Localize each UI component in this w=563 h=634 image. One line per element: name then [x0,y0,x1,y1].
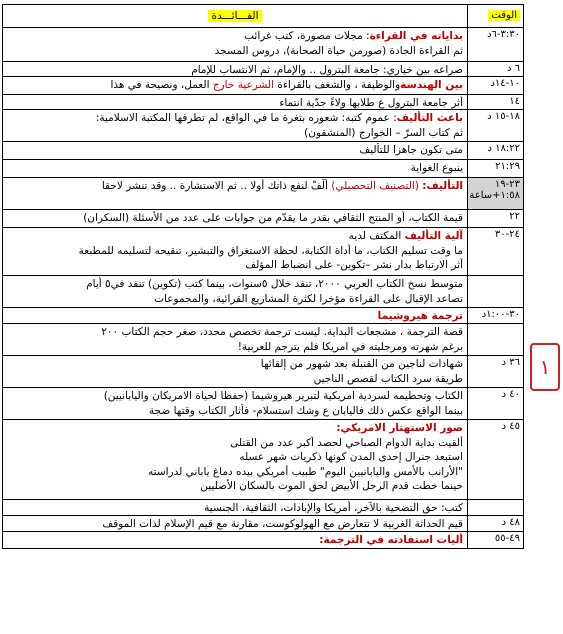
highlighted-text: بين الهندسة [400,79,463,91]
benefit-line [7,229,463,244]
header-benefit-label: الفـــائـــدة [208,10,261,22]
benefit-cell [3,110,467,141]
time-cell [467,228,523,275]
time-value: ١٨:٢٢ د [487,143,520,154]
time-value: ١٠-١٤د [490,78,520,89]
table-row [3,308,523,324]
annotation-marker [530,343,560,391]
time-value: ١٤ [509,96,520,107]
benefit-cell [3,178,467,209]
text-segment: استبعد جنرال إحدى المدن كونها ذكريات شهر عسله [239,451,463,463]
time-value: ٤٩-٥٥ [494,533,520,544]
benefit-line [7,111,463,126]
text-segment: صراعه بين خياري: جامعة البترول .. والإمام، ثم الانتساب للإمام [191,64,463,76]
benefit-cell [3,516,467,531]
time-value: ٢٢ [509,211,520,222]
highlighted-text: أليات استفادته في الترجمة: [319,534,463,546]
benefit-cell [3,308,467,323]
benefit-cell [3,142,467,159]
benefit-line [7,357,463,372]
highlighted-text: (التصنيف التحصيلي) [331,180,419,192]
time-value: ٣٠-١:٠٠د [481,309,520,320]
table-row [3,142,523,160]
highlighted-text: آلية التأليف [404,230,463,242]
benefit-cell [3,228,467,275]
benefit-line [7,244,463,259]
header-time-cell [467,5,523,27]
highlighted-text: ترجمة هيروشيما [377,310,463,322]
table-header-row [3,5,523,28]
text-segment: ألِّفْ لنفع ذاتك أولا .. ثم الاستشارة .. وقد تنشر لاحقا [101,180,332,192]
text-segment: برغم شهرته ومرجليته في امريكا فلم يترجم للعربية! [237,340,463,353]
table-row [3,210,523,228]
highlighted-text: الشرعية خارج [212,79,275,91]
time-value: ٦ د [506,63,520,74]
benefit-line [7,143,463,158]
annotation-marker-number: ١ [539,355,551,379]
table-row [3,532,523,548]
time-cell [467,516,523,531]
benefit-line [7,96,463,109]
benefit-cell [3,28,467,61]
notes-table [2,4,524,549]
time-cell [467,95,523,109]
text-segment: شهادات لناجين من القنبلة بعد شهور من إلقائها [260,358,463,370]
benefit-line [7,325,463,340]
text-segment: قصة الترجمة ، مشجعات البداية. ليست ترجمة تخصص محدد، صغر حجم الكتاب ٢٠٠ [101,326,463,338]
text-segment: تصاعد الإقبال على القراءة مؤخرا لكثرة المشاريع القرائية، والمجموعات [154,292,463,305]
text-segment: المكتف لديه [348,230,405,242]
time-cell [467,500,523,515]
time-cell [467,276,523,307]
time-value: ٣٦ د [501,357,520,368]
benefit-line [7,450,463,465]
benefit-line [7,389,463,404]
benefit-cell [3,324,467,355]
highlighted-text: التأليف: [422,180,463,192]
time-cell [467,110,523,141]
time-value: ٣:٣٠-٦د [487,29,520,40]
benefit-line [7,63,463,76]
benefit-line [7,277,463,292]
time-value: ٢١:٢٩ [495,161,520,172]
table-body [3,28,523,548]
text-segment: ثم القراءة الجادة (صورمن حياة الصحابة)، دروس المسجد [214,44,463,57]
time-cell [467,62,523,76]
benefit-line [7,29,463,44]
text-segment: : عموم كتبه: شعوره بثغرة ما في الواقع، لم تطرقها المكتبة الاسلامية: [95,112,397,124]
benefit-line [7,78,463,93]
table-row [3,77,523,95]
time-cell [467,210,523,227]
text-segment: : مجلات مصورة، كتب غرائب [244,30,370,42]
text-segment: قيم الحداثة الغربية لا تتعارض مع الهولوكوست، مقارنة مع قيم الإسلام لذات الموقف [102,518,463,530]
time-cell [467,532,523,548]
benefit-line [7,211,463,226]
benefit-cell [3,388,467,419]
time-cell [467,28,523,61]
time-value-secondary: ١:٥٨+ساعة [469,190,520,201]
table-row [3,228,523,276]
text-segment: متى تكون جاهزا للتأليف [359,144,463,156]
text-segment: كتب: حق التضحية بالآخر، أمريكا والإبادات، الثقافية، الجنسية [204,502,463,514]
benefit-cell [3,160,467,177]
benefit-line [7,44,463,59]
benefit-line [7,421,463,436]
time-value: ٤٨ د [501,517,520,528]
time-cell [467,420,523,499]
benefit-line [7,179,463,194]
benefit-line [7,258,463,273]
text-segment: أثر جامعة البترول ع طلابها ولاءً جدّية انتماء [279,97,463,109]
text-segment: "الأرانب بالأمس واليابانيين اليوم" طبيب أمريكي بيده دماغ ياباني لدراسته [148,465,463,478]
table-row [3,160,523,178]
benefit-cell [3,420,467,499]
benefit-line [7,161,463,176]
text-segment: ألقيت بداية الدوام الصباحي لحصد أكبر عدد من القتلى [230,436,463,449]
benefit-line [7,517,463,531]
text-segment: بينما الواقع عكس ذلك فاليابان ع وشك استسلام- فأثار الكتاب وقتها ضجة [148,404,463,417]
text-segment: حينما خطت قدم الرجل الأبيض لحق الموت بالسكان الأصليين [200,480,463,492]
text-segment: والوظيفة ، والشغف بالقراءة [274,79,401,91]
header-time-label: الوقت [488,10,520,21]
benefit-cell [3,95,467,109]
benefit-line [7,292,463,307]
benefit-cell [3,532,467,548]
time-cell [467,324,523,355]
time-cell [467,160,523,177]
text-segment: قيمة الكتاب، أو المنتج الثقافي بقدر ما يقدّم من جوابات على عدد من الأسئلة (السكران) [83,212,463,224]
text-segment: العمل، ونصيحة في هذا [110,79,213,91]
table-row [3,356,523,388]
text-segment: متوسط نسخ الكتاب العربي ٢٠٠٠، تنفد خلال ٥سنوات، بينما كتب (تكوين) تنفد في٥ أيام [86,278,463,290]
table-row [3,110,523,142]
benefit-line [7,436,463,451]
table-row [3,516,523,532]
table-row [3,28,523,62]
time-cell [467,142,523,159]
time-value: ٢٣-١٩ [494,179,520,190]
benefit-cell [3,276,467,307]
table-row [3,276,523,308]
text-segment: أثر الارتباط بدار نشر –تكوين- على انضباط المؤلف [245,259,463,271]
benefit-line [7,479,463,494]
highlighted-text: بداياته في القراءة [369,30,463,42]
benefit-line [7,404,463,419]
benefit-cell [3,77,467,94]
benefit-line [7,533,463,548]
table-row [3,420,523,500]
time-value: ٢٤-٣٠ [494,229,520,240]
time-cell [467,308,523,323]
text-segment: ينبوع الغواية [410,162,463,174]
time-value: ٤٥ د [501,421,520,432]
text-segment: ثم كتاب السرّ – الخوارج (المنشقون) [304,126,463,139]
table-row [3,95,523,110]
table-row [3,388,523,420]
text-segment: طريقة سرد الكتاب لقصص الناجين [313,372,463,385]
time-cell [467,77,523,94]
benefit-cell [3,500,467,515]
text-segment: ما وقت تسليم الكتاب، ما أداة الكتابة، لحظة الاستغراق والتبشير، تنقيحه لتسليمه للمطبعة [78,244,463,257]
benefit-line [7,372,463,387]
table-row [3,324,523,356]
time-value: ١٨-١٥ د [487,111,520,122]
benefit-cell [3,356,467,387]
benefit-line [7,309,463,323]
benefit-line [7,340,463,355]
table-row [3,178,523,210]
benefit-line [7,501,463,515]
benefit-cell [3,62,467,76]
benefit-line [7,126,463,141]
time-cell [467,178,523,209]
time-cell [467,356,523,387]
table-row [3,62,523,77]
time-value: ٤٠ د [501,389,520,400]
benefit-cell [3,210,467,227]
highlighted-text: باعث التأليف [396,112,463,124]
text-segment: الكتاب وتحطيمه لسردية امريكية لتبرير هيروشيما (حفظا لحياة الامريكان واليابانيين) [103,390,463,402]
benefit-line [7,465,463,480]
header-benefit-cell [3,5,467,27]
table-row [3,500,523,516]
highlighted-text: صور الاستهتار الامريكي: [336,422,463,434]
time-cell [467,388,523,419]
